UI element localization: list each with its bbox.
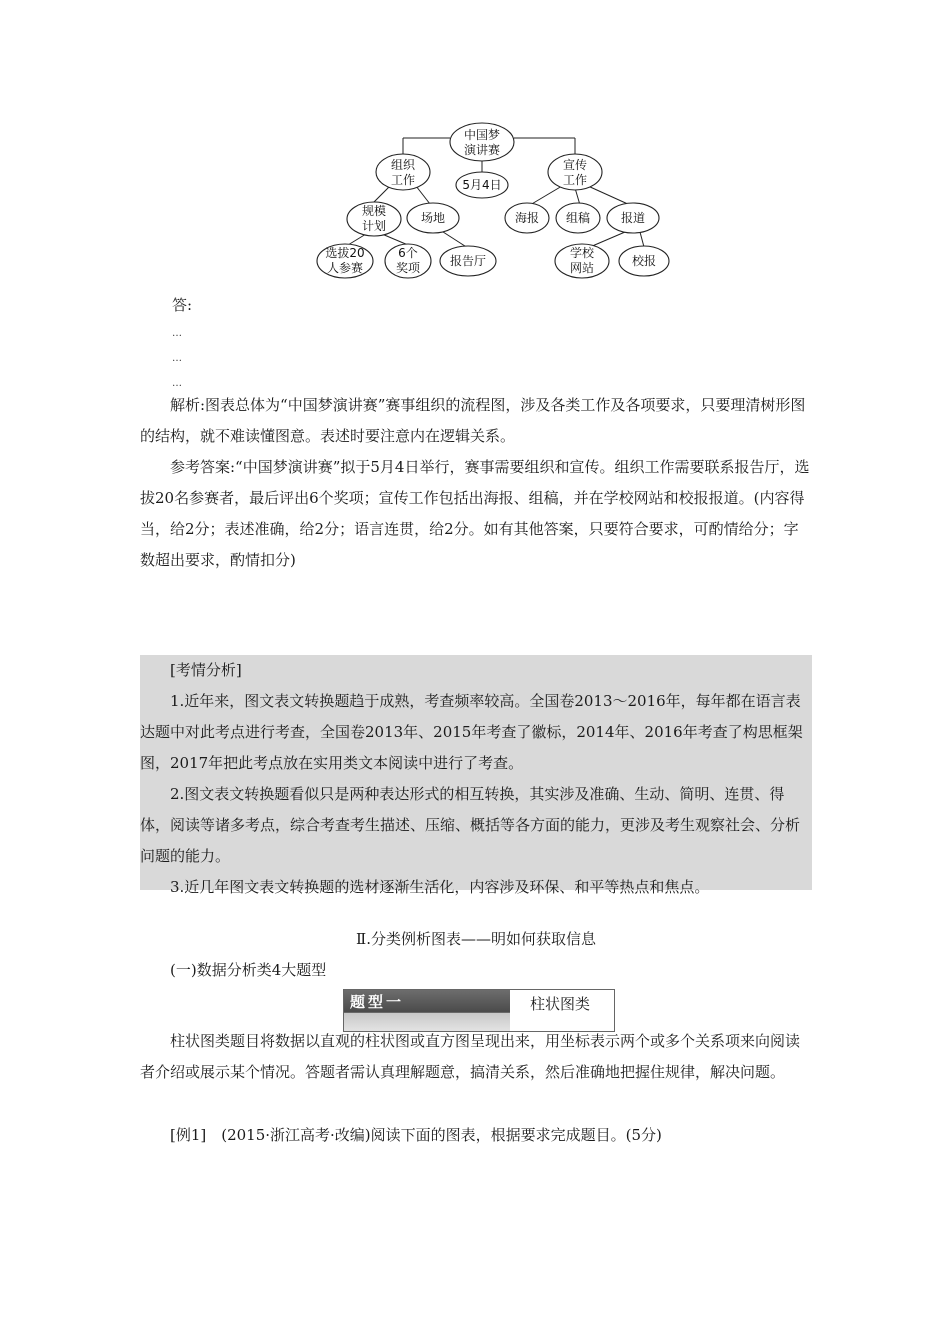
report-label: 报道 — [620, 211, 646, 225]
exam-analysis-item-3: 3.近几年图文表文转换题的选材逐渐生活化，内容涉及环保、和平等热点和焦点。 — [170, 878, 710, 896]
pub-line-1: 宣传 — [562, 158, 588, 172]
root-line-1: 中国梦 — [463, 128, 501, 142]
manuscript-label: 组稿 — [565, 211, 591, 225]
bar-chart-intro: 柱状图类题目将数据以直观的柱状图或直方图呈现出来，用坐标表示两个或多个关系项来向阅读者介绍或展示某个情况。答题者需认真理解题意，搞清关系，然后准确地把握住规律，解决问题。 — [140, 1032, 801, 1081]
reference-answer-paragraph: 参考答案:“中国梦演讲赛”拟于5月4日举行，赛事需要组织和宣传。组织工作需要联系报告厅，选拔20名参赛者，最后评出6个奖项；宣传工作包括出海报、组稿，并在学校网站和校报报道。(内容得当，给2分；表述准确，给2分；语言连贯，给2分。如有其他答案，只要符合要求，可酌情给分；字数超出要求，酌情扣分) — [140, 458, 810, 569]
awards-line-2: 奖项 — [395, 261, 421, 275]
org-line-1: 组织 — [390, 158, 416, 172]
date-label: 5月4日 — [462, 178, 502, 192]
subsection-title: (一)数据分析类4大题型 — [170, 961, 327, 979]
select-line-2: 人参赛 — [326, 261, 364, 275]
section-title: Ⅱ.分类例析图表——明如何获取信息 — [356, 930, 596, 948]
poster-label: 海报 — [514, 211, 540, 225]
select-line-1: 选拔20 — [325, 246, 365, 260]
analysis-paragraph: 解析:图表总体为“中国梦演讲赛”赛事组织的流程图，涉及各类工作及各项要求，只要理清树形图的结构，就不难读懂图意。表述时要注意内在逻辑关系。 — [140, 396, 806, 445]
org-line-2: 工作 — [390, 173, 416, 187]
blank-line-1: … — [172, 328, 182, 339]
web-line-2: 网站 — [569, 261, 595, 275]
plan-line-2: 计划 — [361, 219, 387, 233]
blank-line-2: … — [172, 353, 182, 364]
awards-line-1: 6个 — [398, 246, 418, 260]
exam-analysis-item-1: 1.近年来，图文表文转换题趋于成熟，考查频率较高。全国卷2013～2016年，每年都在语言表达题中对此考点进行考查，全国卷2013年、2015年考查了徽标，2014年、2016年考查了构思框架图，2017年把此考点放在实用类文本阅读中进行了考查。 — [140, 692, 803, 772]
pub-line-2: 工作 — [562, 173, 588, 187]
paper-label: 校报 — [631, 254, 657, 268]
hall-label: 报告厅 — [449, 254, 487, 268]
exam-analysis-item-2: 2.图文表文转换题看似只是两种表达形式的相互转换，其实涉及准确、生动、简明、连贯、得体，阅读等诸多考点，综合考查考生描述、压缩、概括等各方面的能力，更涉及考生观察社会、分析问题的能力。 — [140, 785, 801, 865]
exam-analysis-box — [140, 655, 812, 896]
question-type-name: 柱状图类 — [530, 995, 591, 1013]
venue-label: 场地 — [420, 211, 446, 225]
tree-svg — [310, 122, 675, 284]
example-1-prompt: [例1] (2015·浙江高考·改编)阅读下面的图表，根据要求完成题目。(5分) — [170, 1126, 662, 1144]
root-line-2: 演讲赛 — [463, 143, 501, 157]
web-line-1: 学校 — [569, 246, 595, 260]
question-type-label: 题型一 — [344, 990, 510, 1031]
answer-label: 答: — [172, 296, 193, 314]
event-tree-diagram — [310, 122, 675, 284]
blank-line-3: … — [172, 378, 182, 389]
plan-line-1: 规模 — [361, 204, 387, 218]
exam-analysis-title: [考情分析] — [170, 661, 242, 679]
